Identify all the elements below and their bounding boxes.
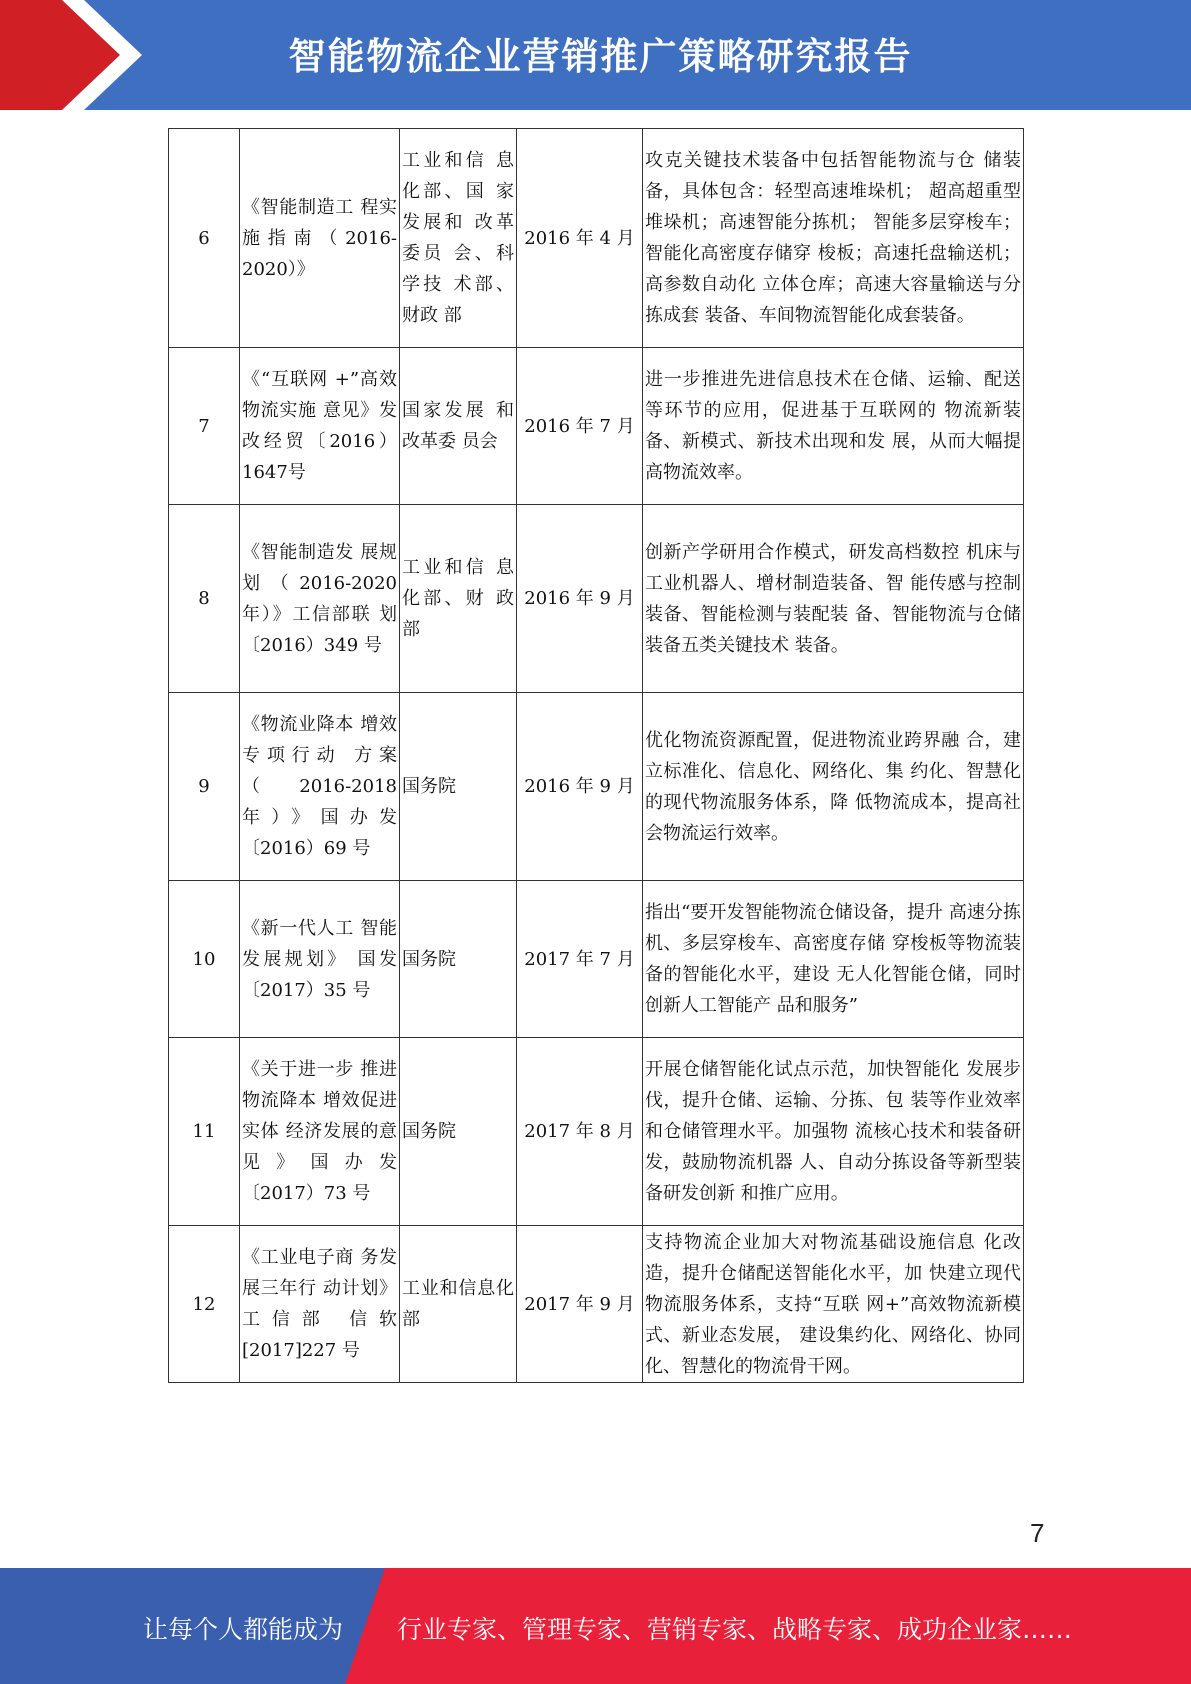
table-row: [169, 348, 1024, 505]
table-row: [169, 129, 1024, 348]
row-index: 9: [169, 693, 240, 881]
page-title: 智能物流企业营销推广策略研究报告: [288, 35, 913, 78]
issuing-department: 国家发展 和改革委 员会: [400, 348, 517, 505]
policy-content: 攻克关键技术装备中包括智能物流与仓 储装备，具体包含：轻型高速堆垛机； 超高超重型堆垛机；高速智能分拣机； 智能多层穿梭车；智能化高密度存储穿 梭板；高速托盘输送机；高参数自动化 立体仓库；高速大容量输送与分拣成套 装备、车间物流智能化成套装备。: [643, 129, 1024, 348]
policy-content: 支持物流企业加大对物流基础设施信息 化改造，提升仓储配送智能化水平，加 快建立现代物流服务体系，支持“互联 网+”高效物流新模式、新业态发展， 建设集约化、网络化、协同化、智慧化的物流骨干网。: [643, 1226, 1024, 1383]
table-row: [169, 505, 1024, 693]
row-index: 6: [169, 129, 240, 348]
policy-name: 《关于进一步 推进物流降本 增效促进实体 经济发展的意 见》国办发〔2017）73 号: [240, 1038, 400, 1226]
policy-name: 《物流业降本 增效专项行动 方案（2016-2018 年）》国办发〔2016）69 号: [240, 693, 400, 881]
row-index: 7: [169, 348, 240, 505]
issuing-department: 工业和信息化部: [400, 1226, 517, 1383]
table-row: [169, 1038, 1024, 1226]
footer-slogan-right: 行业专家、管理专家、营销专家、战略专家、成功企业家……: [397, 1615, 1073, 1644]
policy-content: 优化物流资源配置，促进物流业跨界融 合，建立标准化、信息化、网络化、集 约化、智慧化的现代物流服务体系，降 低物流成本，提高社会物流运行效率。: [643, 693, 1024, 881]
policy-name: 《智能制造工 程实施指南（2016-2020）》: [240, 129, 400, 348]
row-index: 8: [169, 505, 240, 693]
policy-name: 《工业电子商 务发展三年行 动计划》工信部 信软[2017]227 号: [240, 1226, 400, 1383]
policy-name: 《新一代人工 智能发展规划》 国发〔2017）35 号: [240, 881, 400, 1038]
issue-date: 2017 年 7 月: [517, 881, 643, 1038]
row-index: 11: [169, 1038, 240, 1226]
table-row: [169, 881, 1024, 1038]
header-arrow-icon: [0, 0, 160, 110]
issuing-department: 国务院: [400, 1038, 517, 1226]
issue-date: 2016 年 9 月: [517, 693, 643, 881]
issue-date: 2016 年 4 月: [517, 129, 643, 348]
policy-content: 指出“要开发智能物流仓储设备，提升 高速分拣机、多层穿梭车、高密度存储 穿梭板等物流装备的智能化水平，建设 无人化智能仓储，同时创新人工智能产 品和服务”: [643, 881, 1024, 1038]
row-index: 12: [169, 1226, 240, 1383]
issuing-department: 国务院: [400, 693, 517, 881]
table-row: [169, 693, 1024, 881]
policy-content: 开展仓储智能化试点示范，加快智能化 发展步伐，提升仓储、运输、分拣、包 装等作业效率和仓储管理水平。加强物 流核心技术和装备研发，鼓励物流机器 人、自动分拣设备等新型装备研发创新 和推广应用。: [643, 1038, 1024, 1226]
page-number: 7: [1030, 1518, 1045, 1548]
policy-name: 《智能制造发 展规 划 （ 2016-2020 年）》工信部联 划〔2016）349 号: [240, 505, 400, 693]
page-header: [0, 0, 1191, 110]
issue-date: 2016 年 9 月: [517, 505, 643, 693]
issuing-department: 工业和信 息化部、财 政部: [400, 505, 517, 693]
page-footer: [0, 1568, 1191, 1684]
row-index: 10: [169, 881, 240, 1038]
issuing-department: 国务院: [400, 881, 517, 1038]
footer-slogan-left: 让每个人都能成为: [143, 1615, 344, 1644]
issuing-department: 工业和信 息化部、国 家发展和 改革委员 会、科学技 术部、财政 部: [400, 129, 517, 348]
table-row: [169, 1226, 1024, 1383]
issue-date: 2017 年 9 月: [517, 1226, 643, 1383]
issue-date: 2016 年 7 月: [517, 348, 643, 505]
policy-table: [168, 128, 1024, 1383]
policy-content: 创新产学研用合作模式，研发高档数控 机床与工业机器人、增材制造装备、智 能传感与控制装备、智能检测与装配装 备、智能物流与仓储装备五类关键技术 装备。: [643, 505, 1024, 693]
policy-name: 《“互联网 +”高效物流实施 意见》发改经贸〔2016）1647号: [240, 348, 400, 505]
issue-date: 2017 年 8 月: [517, 1038, 643, 1226]
policy-content: 进一步推进先进信息技术在仓储、运输、配送等环节的应用，促进基于互联网的 物流新装备、新模式、新技术出现和发 展，从而大幅提高物流效率。: [643, 348, 1024, 505]
